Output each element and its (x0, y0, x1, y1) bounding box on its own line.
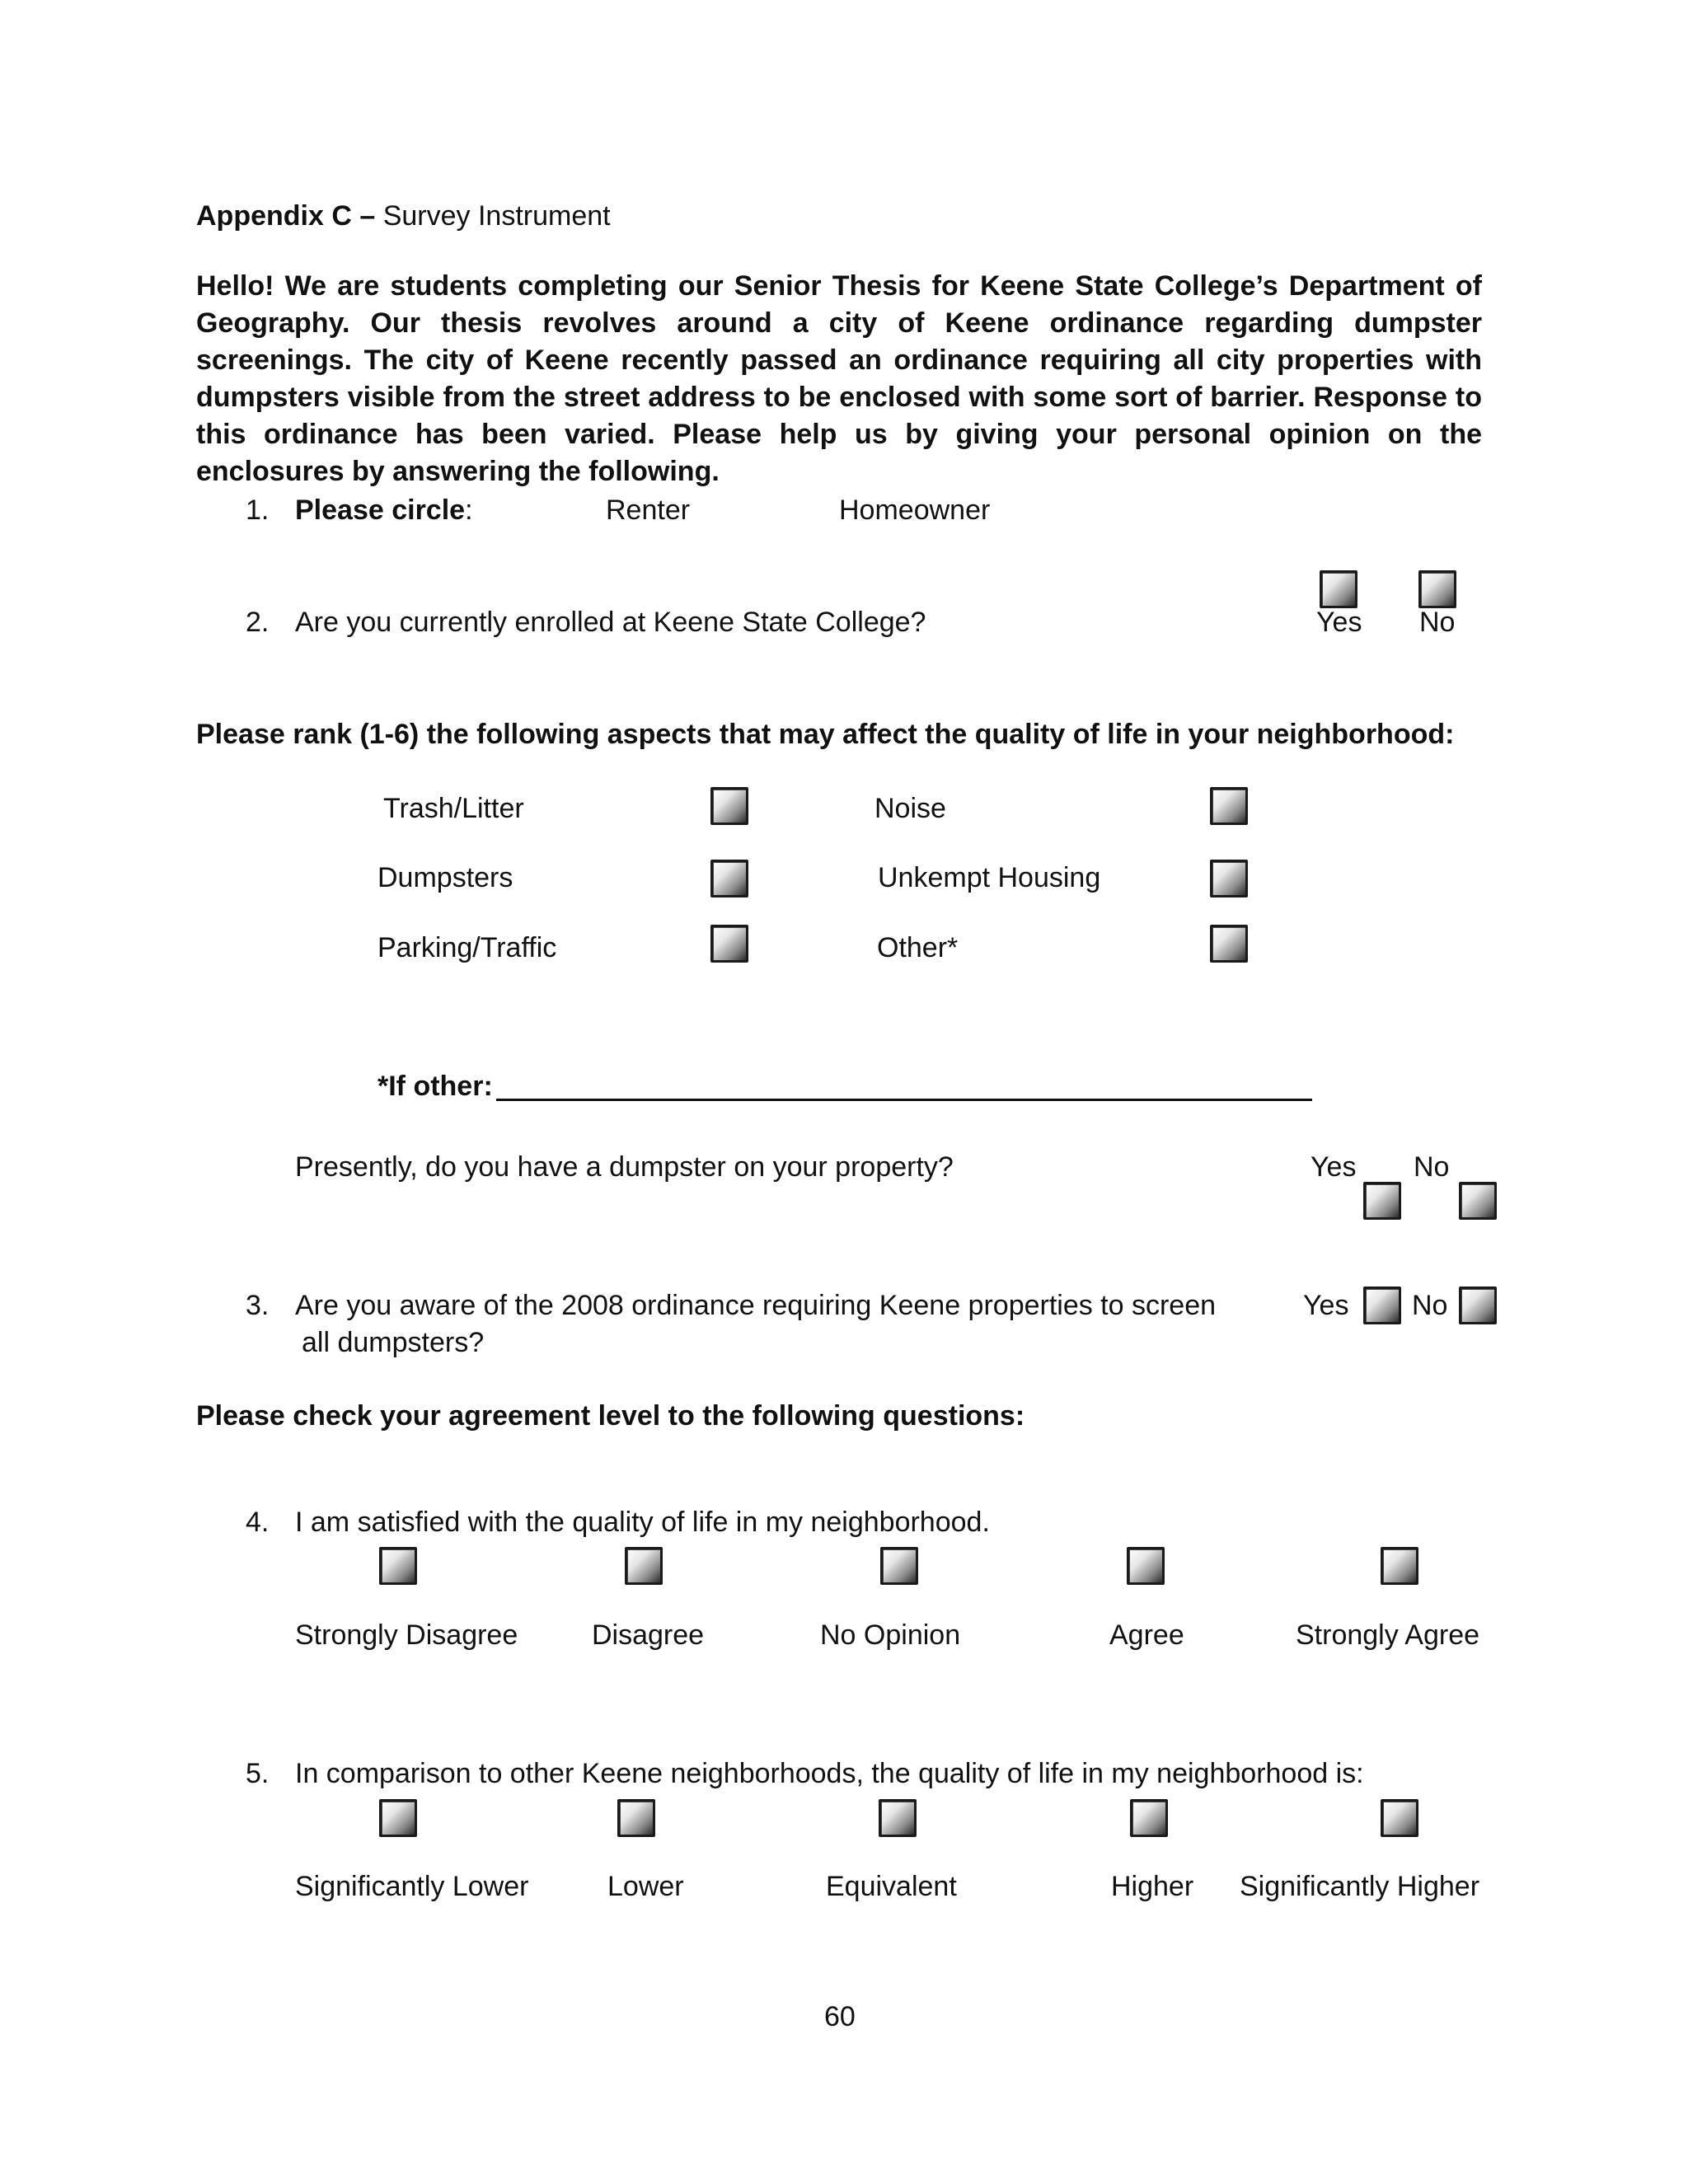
q2-number: 2. (246, 607, 270, 638)
dumpster-no-label: No (1414, 1151, 1450, 1183)
q4-number: 4. (246, 1507, 270, 1538)
q2-no-label: No (1419, 607, 1456, 638)
q4-checkbox-disagree[interactable] (625, 1547, 663, 1585)
q4-checkbox-no-opinion[interactable] (880, 1547, 918, 1585)
q4-text: I am satisfied with the quality of life in my neighborhood. (295, 1507, 990, 1538)
rank-item-noise: Noise (874, 793, 946, 824)
dumpster-yes-checkbox[interactable] (1363, 1182, 1401, 1220)
agreement-heading: Please check your agreement level to the following questions: (196, 1400, 1025, 1432)
rank-item-parking-traffic: Parking/Traffic (377, 932, 557, 963)
q3-text-line2: all dumpsters? (302, 1327, 485, 1358)
q2-no-checkbox[interactable] (1418, 570, 1456, 608)
rank-checkbox-noise[interactable] (1210, 787, 1248, 825)
rank-checkbox-trash-litter[interactable] (710, 787, 748, 825)
q5-checkbox-equivalent[interactable] (879, 1799, 917, 1837)
q5-option-lower: Lower (607, 1871, 684, 1902)
q3-text-line1: Are you aware of the 2008 ordinance requiring Keene properties to screen (295, 1290, 1217, 1321)
q2-yes-label: Yes (1316, 607, 1362, 638)
page-number: 60 (824, 2001, 856, 2032)
q4-option-no-opinion: No Opinion (820, 1619, 961, 1651)
q4-checkbox-agree[interactable] (1127, 1547, 1165, 1585)
q5-option-higher: Higher (1111, 1871, 1194, 1902)
q3-no-checkbox[interactable] (1459, 1286, 1497, 1324)
q4-checkbox-strongly-disagree[interactable] (379, 1547, 417, 1585)
appendix-label: Appendix C – (196, 200, 376, 232)
intro-paragraph: Hello! We are students completing our Senior Thesis for Keene State College’s Department of Geography. Our thesis revolves around a city of Keene ordinance regarding dumpster screenings. The city of Keene recently passed an ordinance requiring all city properties with dumpsters visible from the street address to be enclosed with some sort of barrier. Response to this ordinance has been varied. Please help us by giving your personal opinion on the enclosures by answering the following. (196, 270, 1482, 487)
q2-yes-checkbox[interactable] (1320, 570, 1357, 608)
q5-text: In comparison to other Keene neighborhoods, the quality of life in my neighborhood is: (295, 1758, 1364, 1789)
q1-option-renter[interactable]: Renter (606, 494, 691, 526)
q5-option-significantly-lower: Significantly Lower (295, 1871, 529, 1902)
appendix-heading (196, 200, 611, 232)
q3-yes-label: Yes (1303, 1290, 1349, 1321)
q4-option-strongly-agree: Strongly Agree (1296, 1619, 1480, 1651)
rank-checkbox-other[interactable] (1210, 925, 1248, 963)
if-other-label: *If other: (377, 1071, 493, 1102)
rank-item-unkempt-housing: Unkempt Housing (878, 862, 1101, 893)
q5-checkbox-significantly-higher[interactable] (1381, 1799, 1418, 1837)
q4-option-agree: Agree (1109, 1619, 1184, 1651)
q4-checkbox-strongly-agree[interactable] (1381, 1547, 1418, 1585)
q3-yes-checkbox[interactable] (1363, 1286, 1401, 1324)
rank-checkbox-parking-traffic[interactable] (710, 925, 748, 963)
q5-option-significantly-higher: Significantly Higher (1240, 1871, 1480, 1902)
if-other-input-line[interactable] (496, 1099, 1312, 1101)
rank-checkbox-unkempt-housing[interactable] (1210, 860, 1248, 898)
q5-checkbox-lower[interactable] (617, 1799, 655, 1837)
q3-no-label: No (1412, 1290, 1448, 1321)
dumpster-no-checkbox[interactable] (1459, 1182, 1497, 1220)
q5-checkbox-higher[interactable] (1130, 1799, 1168, 1837)
q3-number: 3. (246, 1290, 270, 1321)
q1-option-homeowner[interactable]: Homeowner (839, 494, 991, 526)
dumpster-yes-label: Yes (1311, 1151, 1357, 1183)
q5-number: 5. (246, 1758, 270, 1789)
rank-checkbox-dumpsters[interactable] (710, 860, 748, 898)
q5-checkbox-significantly-lower[interactable] (379, 1799, 417, 1837)
rank-item-trash-litter: Trash/Litter (383, 793, 524, 824)
q5-option-equivalent: Equivalent (826, 1871, 957, 1902)
q4-option-strongly-disagree: Strongly Disagree (295, 1619, 518, 1651)
rank-item-other: Other* (877, 932, 959, 963)
q1-label-bold: Please circle (295, 494, 466, 526)
q4-option-disagree: Disagree (592, 1619, 705, 1651)
dumpster-question-text: Presently, do you have a dumpster on your property? (295, 1151, 954, 1183)
rank-heading: Please rank (1-6) the following aspects that may affect the quality of life in your neighborhood: (196, 719, 1455, 750)
appendix-title: Survey Instrument (382, 200, 611, 232)
q1-label (295, 494, 473, 527)
q2-text: Are you currently enrolled at Keene State College? (295, 607, 926, 638)
q1-label-colon: : (465, 494, 473, 526)
rank-item-dumpsters: Dumpsters (377, 862, 513, 893)
q1-number: 1. (246, 494, 270, 526)
